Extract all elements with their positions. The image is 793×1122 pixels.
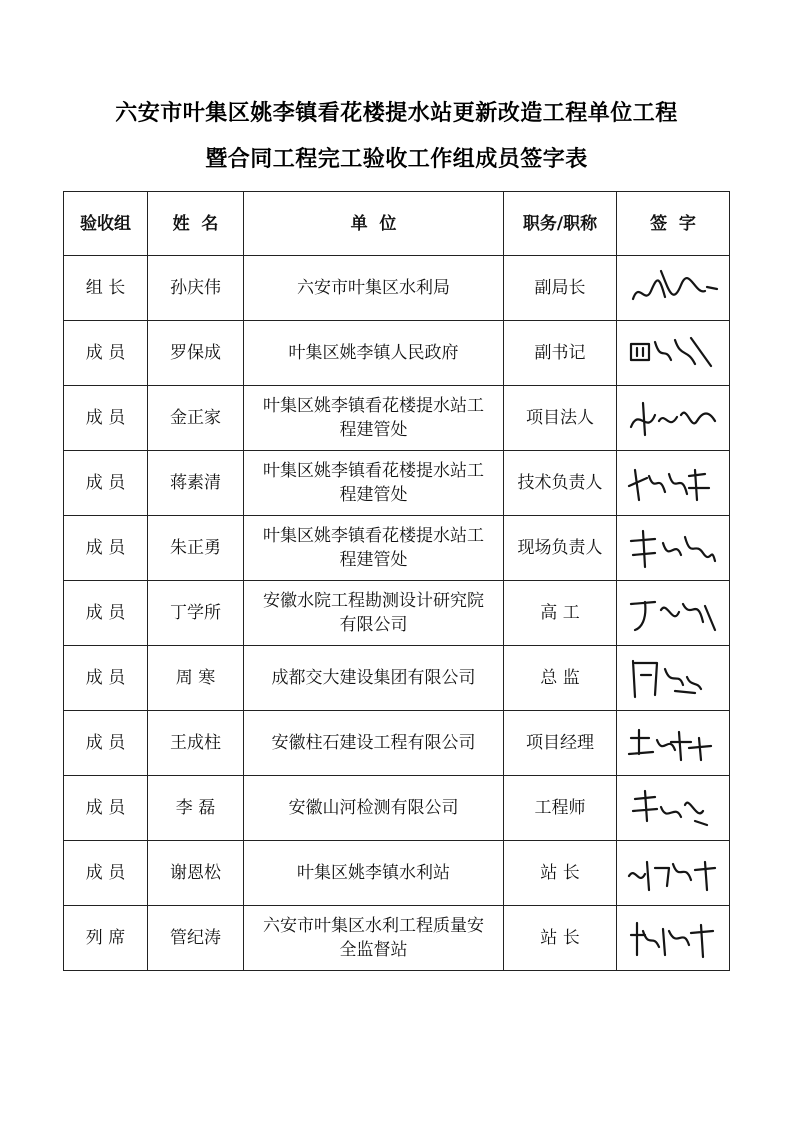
cell-unit: 叶集区姚李镇看花楼提水站工程建管处 <box>244 386 504 451</box>
cell-unit: 叶集区姚李镇水利站 <box>244 841 504 906</box>
cell-group: 成 员 <box>64 516 148 581</box>
cell-name: 谢恩松 <box>148 841 244 906</box>
cell-name: 蒋素清 <box>148 451 244 516</box>
cell-signature <box>617 711 730 776</box>
table-row <box>64 256 730 321</box>
handwritten-signature <box>625 781 721 835</box>
table-row <box>64 646 730 711</box>
cell-signature <box>617 386 730 451</box>
signature-stroke <box>631 338 711 366</box>
cell-position: 副局长 <box>504 256 617 321</box>
cell-position: 现场负责人 <box>504 516 617 581</box>
cell-signature <box>617 581 730 646</box>
cell-group: 成 员 <box>64 386 148 451</box>
cell-name: 罗保成 <box>148 321 244 386</box>
cell-signature <box>617 451 730 516</box>
cell-position: 总 监 <box>504 646 617 711</box>
table-row <box>64 386 730 451</box>
signature-table <box>63 191 730 971</box>
cell-signature <box>617 776 730 841</box>
cell-group: 成 员 <box>64 646 148 711</box>
cell-unit: 叶集区姚李镇看花楼提水站工程建管处 <box>244 516 504 581</box>
handwritten-signature <box>625 911 721 965</box>
cell-position: 工程师 <box>504 776 617 841</box>
table-row <box>64 581 730 646</box>
table-row <box>64 451 730 516</box>
signature-stroke <box>631 923 713 957</box>
handwritten-signature <box>625 326 721 380</box>
cell-unit: 安徽水院工程勘测设计研究院有限公司 <box>244 581 504 646</box>
table-row <box>64 906 730 971</box>
signature-stroke <box>631 602 715 630</box>
cell-unit: 安徽山河检测有限公司 <box>244 776 504 841</box>
signature-stroke <box>629 730 711 760</box>
cell-unit: 安徽柱石建设工程有限公司 <box>244 711 504 776</box>
document-title-line-1: 六安市叶集区姚李镇看花楼提水站更新改造工程单位工程 <box>115 101 678 126</box>
cell-group: 成 员 <box>64 581 148 646</box>
signature-stroke <box>633 271 717 299</box>
cell-unit: 叶集区姚李镇看花楼提水站工程建管处 <box>244 451 504 516</box>
cell-position: 副书记 <box>504 321 617 386</box>
handwritten-signature <box>625 586 721 640</box>
cell-position: 站 长 <box>504 906 617 971</box>
cell-name: 孙庆伟 <box>148 256 244 321</box>
cell-position: 技术负责人 <box>504 451 617 516</box>
cell-signature <box>617 906 730 971</box>
cell-signature <box>617 256 730 321</box>
cell-group: 成 员 <box>64 841 148 906</box>
cell-name: 丁学所 <box>148 581 244 646</box>
cell-signature <box>617 321 730 386</box>
cell-signature <box>617 646 730 711</box>
cell-signature <box>617 516 730 581</box>
handwritten-signature <box>625 456 721 510</box>
cell-group: 成 员 <box>64 711 148 776</box>
table-row <box>64 321 730 386</box>
cell-name: 周 寒 <box>148 646 244 711</box>
signature-stroke <box>631 403 715 435</box>
header-signature: 签 字 <box>617 192 730 256</box>
cell-name: 王成柱 <box>148 711 244 776</box>
table-row <box>64 841 730 906</box>
cell-group: 成 员 <box>64 451 148 516</box>
cell-position: 项目法人 <box>504 386 617 451</box>
table-row <box>64 516 730 581</box>
signature-stroke <box>629 470 709 500</box>
cell-position: 站 长 <box>504 841 617 906</box>
handwritten-signature <box>625 651 721 705</box>
handwritten-signature <box>625 716 721 770</box>
table-header-row <box>64 192 730 256</box>
cell-group: 列 席 <box>64 906 148 971</box>
signature-stroke <box>631 531 715 567</box>
handwritten-signature <box>625 261 721 315</box>
cell-unit: 六安市叶集区水利局 <box>244 256 504 321</box>
table-body <box>64 256 730 971</box>
header-unit: 单 位 <box>244 192 504 256</box>
cell-unit: 叶集区姚李镇人民政府 <box>244 321 504 386</box>
cell-signature <box>617 841 730 906</box>
header-name: 姓 名 <box>148 192 244 256</box>
cell-unit: 六安市叶集区水利工程质量安全监督站 <box>244 906 504 971</box>
cell-group: 成 员 <box>64 321 148 386</box>
signature-stroke <box>629 862 715 890</box>
cell-name: 朱正勇 <box>148 516 244 581</box>
signature-stroke <box>633 661 701 697</box>
header-position: 职务/职称 <box>504 192 617 256</box>
handwritten-signature <box>625 846 721 900</box>
signature-stroke <box>633 791 707 825</box>
cell-position: 高 工 <box>504 581 617 646</box>
cell-group: 成 员 <box>64 776 148 841</box>
cell-name: 管纪涛 <box>148 906 244 971</box>
handwritten-signature <box>625 391 721 445</box>
cell-position: 项目经理 <box>504 711 617 776</box>
table-row <box>64 776 730 841</box>
handwritten-signature <box>625 521 721 575</box>
cell-name: 金正家 <box>148 386 244 451</box>
cell-unit: 成都交大建设集团有限公司 <box>244 646 504 711</box>
cell-group: 组 长 <box>64 256 148 321</box>
header-group: 验收组 <box>64 192 148 256</box>
document-title-line-2: 暨合同工程完工验收工作组成员签字表 <box>205 147 588 172</box>
cell-name: 李 磊 <box>148 776 244 841</box>
table-row <box>64 711 730 776</box>
